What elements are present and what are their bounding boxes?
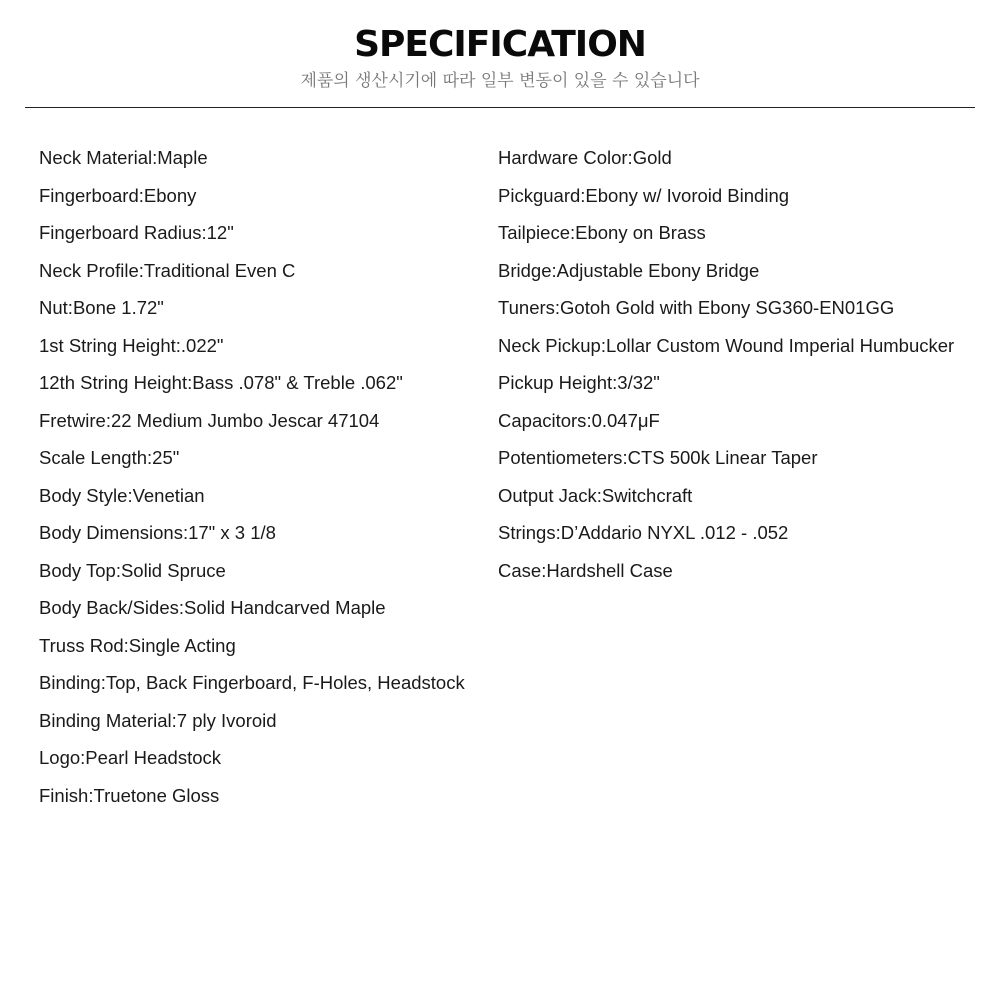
spec-list-right [498, 139, 978, 589]
spec-item: Fingerboard:Ebony [39, 184, 197, 206]
spec-value: Solid Handcarved Maple [184, 597, 386, 618]
spec-value: Traditional Even C [143, 259, 296, 281]
spec-value: Gotoh Gold with Ebony SG360-EN01GG [560, 297, 895, 318]
spec-value: Pearl Headstock [85, 747, 222, 768]
spec-item: 1st String Height:.022" [39, 334, 224, 356]
spec-label: Potentiometers [498, 447, 623, 468]
spec-value: 12" [206, 222, 234, 243]
spec-label: Finish [39, 784, 89, 806]
spec-value: Hardshell Case [546, 559, 673, 581]
spec-label: Neck Profile [39, 259, 139, 281]
spec-value: Solid Spruce [120, 559, 226, 581]
spec-value: Gold [632, 147, 672, 168]
spec-label: Neck Pickup [498, 334, 601, 356]
spec-value: 25" [152, 447, 180, 468]
spec-value: 3/32" [617, 372, 660, 393]
spec-label: Fretwire [39, 409, 106, 431]
spec-item: Case:Hardshell Case [498, 559, 673, 581]
spec-item: Fretwire:22 Medium Jumbo Jescar 47104 [39, 409, 380, 431]
spec-value: 22 Medium Jumbo Jescar 47104 [110, 409, 380, 431]
header-divider [25, 107, 975, 108]
spec-value: Venetian [132, 484, 205, 506]
spec-label: Tuners [498, 297, 555, 318]
spec-item: Nut:Bone 1.72" [39, 297, 164, 318]
spec-item: Body Back/Sides:Solid Handcarved Maple [39, 597, 386, 618]
spec-item: Body Dimensions:17" x 3 1/8 [39, 522, 276, 543]
spec-item: Tuners:Gotoh Gold with Ebony SG360-EN01GG [498, 297, 895, 318]
spec-value: Maple [157, 147, 208, 168]
spec-item: Neck Profile:Traditional Even C [39, 259, 296, 281]
spec-item: Output Jack:Switchcraft [498, 484, 693, 506]
spec-item: Neck Material:Maple [39, 147, 208, 168]
spec-item: Strings:D’Addario NYXL .012 - .052 [498, 522, 789, 543]
spec-label: Fingerboard Radius [39, 222, 202, 243]
spec-label: Body Dimensions [39, 522, 183, 543]
spec-label: Case [498, 559, 542, 581]
spec-value: Single Acting [128, 634, 236, 656]
spec-item: Potentiometers:CTS 500k Linear Taper [498, 447, 818, 468]
header [0, 22, 1000, 93]
spec-label: Pickguard [498, 184, 581, 206]
spec-label: Neck Material [39, 147, 153, 168]
spec-item: Binding Material:7 ply Ivoroid [39, 709, 277, 731]
spec-value: 0.047μF [591, 409, 660, 431]
spec-value: Lollar Custom Wound Imperial Humbucker [605, 334, 955, 356]
page-title: SPECIFICATION [354, 24, 646, 65]
spec-value: Adjustable Ebony Bridge [556, 259, 760, 281]
spec-item: Fingerboard Radius:12" [39, 222, 234, 243]
spec-label: Tailpiece [498, 222, 570, 243]
spec-item: 12th String Height:Bass .078" & Treble .062" [39, 372, 403, 393]
spec-item: Capacitors:0.047μF [498, 409, 660, 431]
spec-label: Body Style [39, 484, 128, 506]
spec-label: Hardware Color [498, 147, 628, 168]
spec-label: 12th String Height [39, 372, 188, 393]
spec-item: Body Style:Venetian [39, 484, 205, 506]
spec-item: Binding:Top, Back Fingerboard, F-Holes, Headstock [39, 672, 465, 693]
spec-label: Strings [498, 522, 556, 543]
spec-label: Nut [39, 297, 68, 318]
spec-item: Hardware Color:Gold [498, 147, 672, 168]
spec-label: Bridge [498, 259, 552, 281]
spec-label: Capacitors [498, 409, 587, 431]
spec-value: Top, Back Fingerboard, F-Holes, Headstock [105, 672, 465, 693]
spec-value: Ebony on Brass [575, 222, 706, 243]
spec-label: Binding Material [39, 709, 172, 731]
spec-label: Binding [39, 672, 101, 693]
spec-label: 1st String Height [39, 334, 176, 356]
spec-label: Pickup Height [498, 372, 613, 393]
spec-value: Bass .078" & Treble .062" [192, 372, 403, 393]
spec-value: Switchcraft [601, 484, 693, 506]
spec-list-left [39, 139, 489, 814]
spec-label: Body Back/Sides [39, 597, 179, 618]
spec-item: Truss Rod:Single Acting [39, 634, 236, 656]
spec-label: Fingerboard [39, 184, 139, 206]
spec-item: Pickup Height:3/32" [498, 372, 660, 393]
spec-item: Finish:Truetone Gloss [39, 784, 220, 806]
spec-value: .022" [180, 334, 224, 356]
spec-value: 7 ply Ivoroid [176, 709, 277, 731]
spec-item: Body Top:Solid Spruce [39, 559, 226, 581]
spec-value: Ebony [143, 184, 197, 206]
spec-label: Output Jack [498, 484, 597, 506]
spec-value: Bone 1.72" [72, 297, 164, 318]
spec-item: Neck Pickup:Lollar Custom Wound Imperial Humbucker [498, 334, 955, 356]
spec-value: CTS 500k Linear Taper [627, 447, 818, 468]
spec-label: Truss Rod [39, 634, 124, 656]
spec-item: Scale Length:25" [39, 447, 180, 468]
spec-label: Body Top [39, 559, 116, 581]
spec-value: D’Addario NYXL .012 - .052 [560, 522, 789, 543]
spec-item: Tailpiece:Ebony on Brass [498, 222, 706, 243]
spec-value: Ebony w/ Ivoroid Binding [585, 184, 790, 206]
spec-item: Pickguard:Ebony w/ Ivoroid Binding [498, 184, 790, 206]
spec-label: Scale Length [39, 447, 148, 468]
spec-item: Logo:Pearl Headstock [39, 747, 222, 768]
spec-value: Truetone Gloss [93, 784, 220, 806]
spec-item: Bridge:Adjustable Ebony Bridge [498, 259, 760, 281]
spec-label: Logo [39, 747, 81, 768]
spec-value: 17" x 3 1/8 [188, 522, 276, 543]
page-subtitle: 제품의 생산시기에 따라 일부 변동이 있을 수 있습니다 [300, 71, 700, 91]
